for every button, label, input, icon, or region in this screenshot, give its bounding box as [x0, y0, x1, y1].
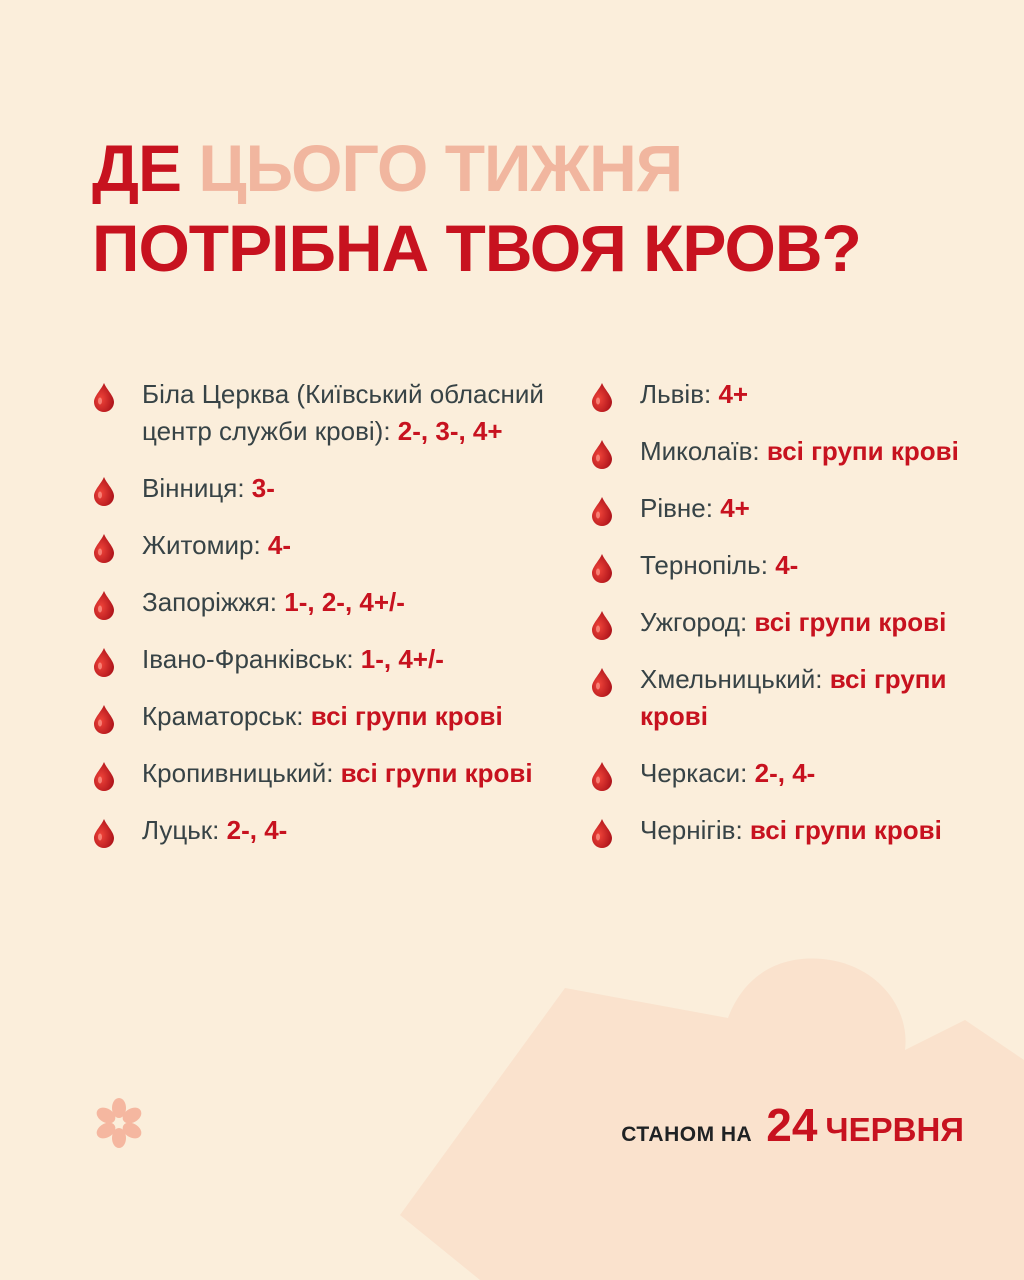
blood-drop-icon — [92, 590, 116, 620]
title-word-red: ДЕ — [92, 131, 182, 205]
blood-drop-icon — [92, 533, 116, 563]
flower-logo-icon — [90, 1094, 148, 1152]
date-day: 24 — [766, 1099, 818, 1151]
city-item — [588, 604, 1008, 641]
city-item — [588, 490, 1008, 527]
blood-drop-icon — [590, 439, 614, 469]
blood-group-value: всі групи крові — [749, 815, 942, 845]
blood-drop-icon — [590, 382, 614, 412]
blood-group-value: 2-, 3-, 4+ — [397, 416, 503, 446]
right-city-list — [588, 376, 1008, 869]
blood-group-value: 2-, 4- — [754, 758, 816, 788]
blood-drop-icon — [590, 553, 614, 583]
city-name: Тернопіль: — [640, 550, 776, 580]
city-name: Вінниця: — [142, 473, 252, 503]
blood-group-value: всі групи крові — [766, 436, 959, 466]
city-name: Луцьк: — [142, 815, 227, 845]
city-item — [90, 376, 580, 450]
city-name: Миколаїв: — [640, 436, 767, 466]
blood-group-value: 4+ — [720, 493, 750, 523]
blood-group-value: 1-, 2-, 4+/- — [284, 587, 405, 617]
city-name: Івано-Франківськ: — [142, 644, 361, 674]
blood-drop-icon — [92, 704, 116, 734]
blood-drop-icon — [92, 818, 116, 848]
title-line-2: ПОТРІБНА ТВОЯ КРОВ? — [92, 211, 861, 285]
blood-drop-icon — [590, 667, 614, 697]
blood-group-value: 1-, 4+/- — [360, 644, 444, 674]
city-name: Запоріжжя: — [142, 587, 285, 617]
city-name: Черкаси: — [640, 758, 755, 788]
blood-drop-icon — [92, 382, 116, 412]
blood-group-value: 4- — [267, 530, 292, 560]
blood-group-value: всі групи крові — [310, 701, 503, 731]
blood-group-value: всі групи крові — [340, 758, 533, 788]
blood-group-value: всі групи крові — [640, 664, 947, 731]
title-accent: ЦЬОГО ТИЖНЯ — [198, 131, 683, 205]
city-item — [588, 547, 1008, 584]
blood-drop-icon — [590, 610, 614, 640]
city-name: Біла Церква (Київський обласний центр служби крові): — [142, 379, 544, 446]
city-item — [90, 755, 580, 792]
city-item — [90, 470, 580, 507]
city-item — [90, 698, 580, 735]
city-name: Хмельницький: — [640, 664, 830, 694]
city-name: Львів: — [640, 379, 719, 409]
blood-drop-icon — [590, 818, 614, 848]
city-name: Кропивницький: — [142, 758, 341, 788]
city-item — [90, 584, 580, 621]
date-label: СТАНОМ НА — [621, 1123, 753, 1146]
city-item — [588, 433, 1008, 470]
city-name: Житомир: — [142, 530, 268, 560]
blood-drop-icon — [92, 476, 116, 506]
city-item — [588, 755, 1008, 792]
blood-drop-icon — [92, 647, 116, 677]
blood-drop-icon — [590, 496, 614, 526]
blood-group-value: 2-, 4- — [226, 815, 288, 845]
blood-group-value: 4- — [775, 550, 799, 580]
blood-group-value: 4+ — [718, 379, 749, 409]
city-item — [588, 812, 1008, 849]
blood-drop-icon — [92, 761, 116, 791]
city-name: Ужгород: — [640, 607, 755, 637]
page-title — [92, 128, 861, 288]
city-name: Рівне: — [640, 493, 721, 523]
blood-group-value: 3- — [251, 473, 275, 503]
left-city-list — [90, 376, 580, 869]
city-item — [90, 812, 580, 849]
blood-drop-icon — [590, 761, 614, 791]
date-month: ЧЕРВНЯ — [825, 1111, 964, 1148]
city-item — [90, 641, 580, 678]
city-item — [588, 661, 1008, 735]
city-item — [90, 527, 580, 564]
date-stamp — [621, 1098, 964, 1152]
city-name: Краматорськ: — [142, 701, 311, 731]
city-name: Чернігів: — [640, 815, 750, 845]
blood-group-value: всі групи крові — [754, 607, 947, 637]
city-item — [588, 376, 1008, 413]
